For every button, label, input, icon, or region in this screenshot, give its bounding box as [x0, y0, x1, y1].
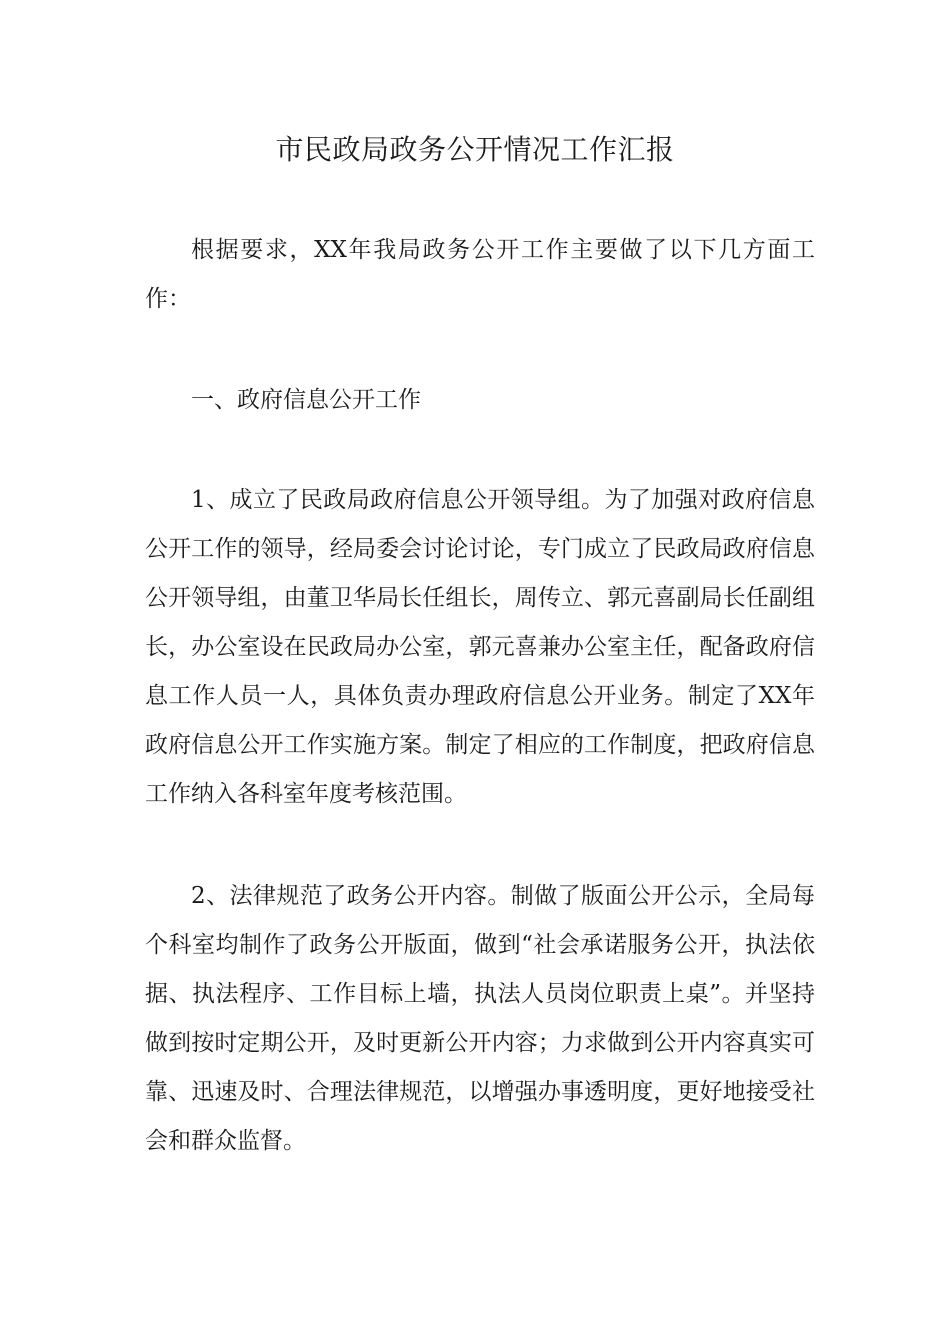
item-paragraph-1: 1、成立了民政局政府信息公开领导组。为了加强对政府信息公开工作的领导，经局委会讨论讨论，专门成立了民政局政府信息公开领导组，由董卫华局长任组长，周传立、郭元喜副局长任副组长，办公室设在民政局办公室，郭元喜兼办公室主任，配备政府信息工作人员一人，具体负责办理政府信息公开业务。制定了XX年政府信息公开工作实施方案。制定了相应的工作制度，把政府信息工作纳入各科室年度考核范围。	[145, 487, 815, 807]
item-paragraph-2: 2、法律规范了政务公开内容。制做了版面公开公示，全局每个科室均制作了政务公开版面，做到“社会承诺服务公开，执法依据、执法程序、工作目标上墙，执法人员岗位职责上桌”。并坚持做到按时定期公开，及时更新公开内容；力求做到公开内容真实可靠、迅速及时、合理法律规范，以增强办事透明度，更好地接受社会和群众监督。	[145, 883, 815, 1154]
intro-paragraph: 根据要求，XX年我局政务公开工作主要做了以下几方面工作：	[145, 237, 815, 312]
document-title: 市民政局政务公开情况工作汇报	[275, 133, 675, 166]
section-heading: 一、政府信息公开工作	[191, 387, 421, 413]
